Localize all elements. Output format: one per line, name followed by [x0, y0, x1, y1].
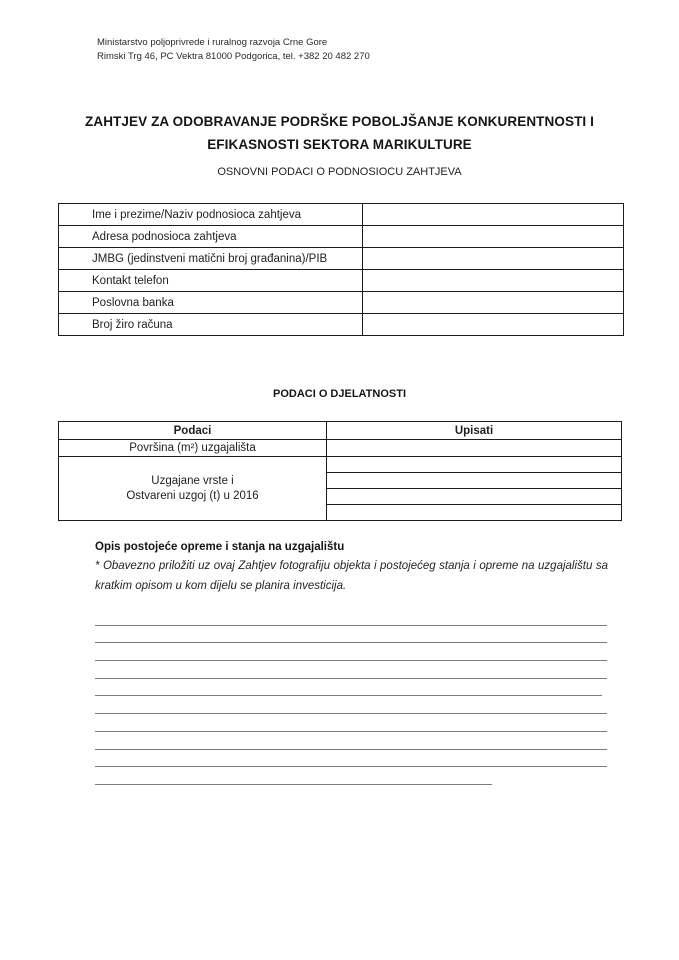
writing-line — [95, 750, 607, 768]
table-row — [59, 204, 624, 226]
writing-line — [95, 767, 492, 785]
applicant-row-label: Adresa podnosioca zahtjeva — [59, 226, 363, 248]
letterhead-line-1: Ministarstvo poljoprivrede i ruralnog razvoja Crne Gore — [97, 37, 328, 48]
table-row — [59, 314, 624, 336]
table-row — [59, 457, 622, 473]
applicant-value-cell — [363, 270, 624, 292]
table-row — [59, 270, 624, 292]
description-block — [95, 541, 608, 596]
document-title-line-2: EFIKASNOSTI SEKTORA MARIKULTURE — [207, 136, 472, 152]
activity-col-header-podaci: Podaci — [59, 422, 327, 440]
document-title-line-1: ZAHTJEV ZA ODOBRAVANJE PODRŠKE POBOLJŠANJE KONKURENTNOSTI I — [85, 114, 594, 129]
applicant-row-label: Ime i prezime/Naziv podnosioca zahtjeva — [59, 204, 363, 226]
applicant-row-label: Poslovna banka — [59, 292, 363, 314]
applicant-value-cell — [363, 226, 624, 248]
applicant-table — [58, 203, 624, 336]
applicant-value-cell — [363, 248, 624, 270]
description-note: * Obavezno priložiti uz ovaj Zahtjev fotografiju objekta i postojećeg stanja i opreme na uzgajalištu sa kratkim opisom u kom dijelu se planira investicija. — [95, 560, 608, 592]
applicant-row-label: Kontakt telefon — [59, 270, 363, 292]
description-heading: Opis postojeće opreme i stanja na uzgajalištu — [95, 541, 345, 553]
activity-table — [58, 421, 622, 521]
species-label-line-2: Ostvareni uzgoj (t) u 2016 — [126, 489, 259, 502]
activity-col-header-upisati: Upisati — [327, 422, 622, 440]
writing-line — [95, 732, 607, 750]
activity-value-cell — [327, 489, 622, 505]
writing-line — [95, 679, 602, 697]
letterhead — [97, 36, 370, 63]
table-row — [59, 248, 624, 270]
activity-value-cell — [327, 457, 622, 473]
table-row — [59, 440, 622, 457]
writing-line — [95, 696, 607, 714]
applicant-value-cell — [363, 204, 624, 226]
area-row-label: Površina (m²) uzgajališta — [59, 440, 327, 457]
section-heading-activity: PODACI O DJELATNOSTI — [272, 388, 407, 400]
applicant-value-cell — [363, 314, 624, 336]
applicant-row-label: JMBG (jedinstveni matični broj građanina)/PIB — [59, 248, 363, 270]
species-label-line-1: Uzgajane vrste i — [151, 474, 234, 487]
document-title — [0, 111, 679, 156]
writing-line — [95, 714, 607, 732]
writing-line — [95, 626, 607, 644]
table-row — [59, 226, 624, 248]
applicant-value-cell — [363, 292, 624, 314]
writing-line — [95, 643, 607, 661]
writing-line — [95, 608, 607, 626]
activity-value-cell — [327, 440, 622, 457]
section-heading-applicant: OSNOVNI PODACI O PODNOSIOCU ZAHTJEVA — [217, 166, 462, 178]
table-row — [59, 292, 624, 314]
species-merged-label — [59, 457, 327, 521]
writing-line — [95, 661, 607, 679]
activity-value-cell — [327, 473, 622, 489]
writing-lines — [95, 608, 607, 785]
applicant-row-label: Broj žiro računa — [59, 314, 363, 336]
table-header-row — [59, 422, 622, 440]
activity-value-cell — [327, 505, 622, 521]
letterhead-line-2: Rimski Trg 46, PC Vektra 81000 Podgorica, tel. +382 20 482 270 — [97, 50, 370, 62]
